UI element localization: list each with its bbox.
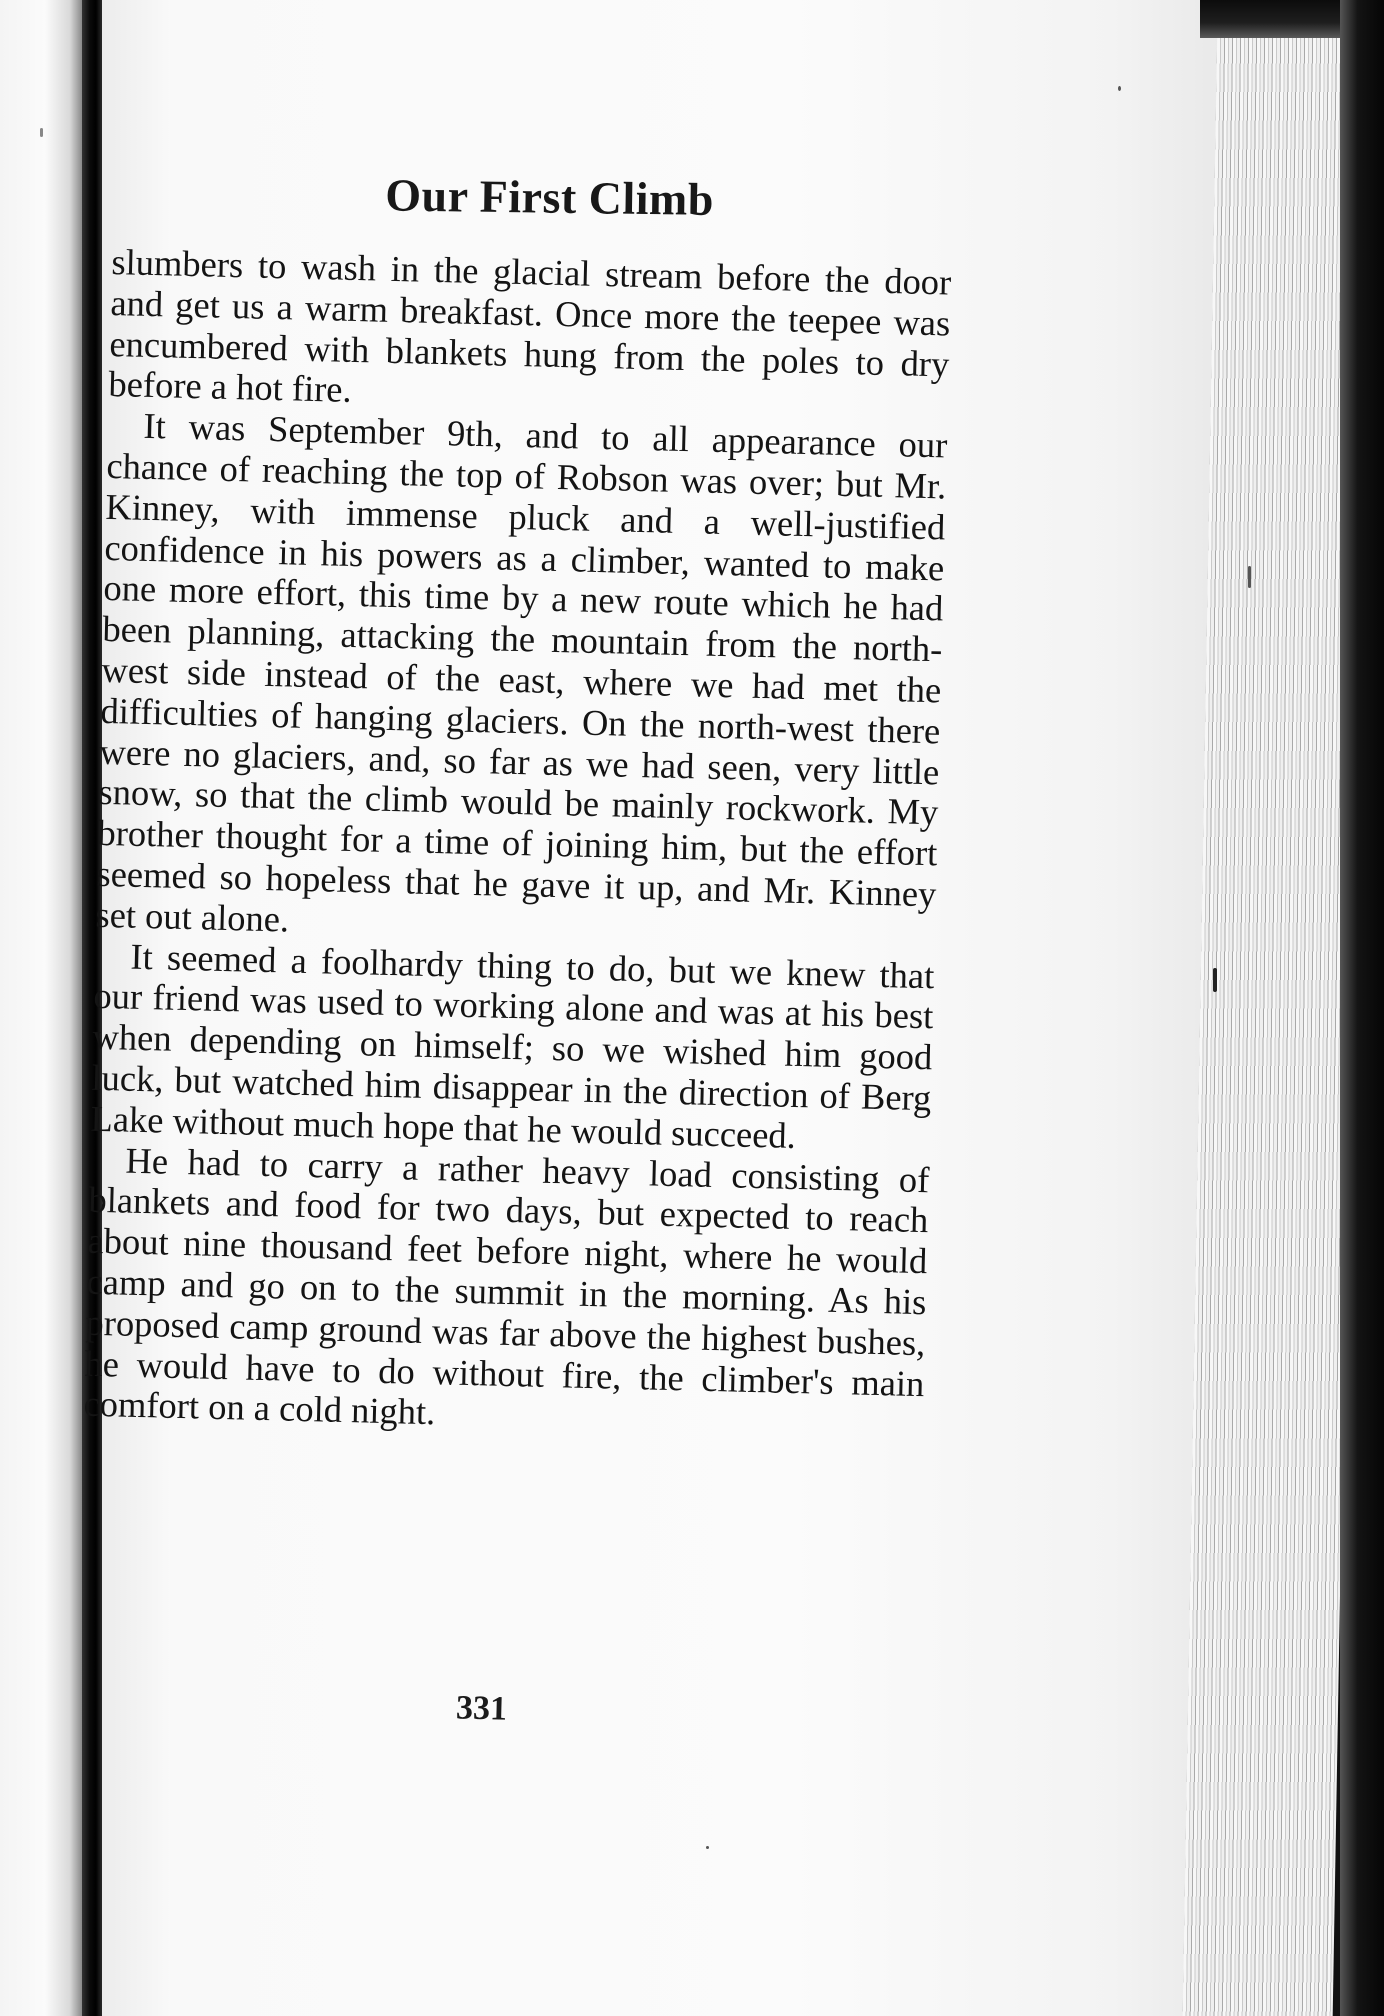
paragraph: It was September 9th, and to all appearance our chance of reaching the top of Robson was over; but Mr. Kinney, with immense pluck and a well-justified confidence in his powers as a climber, wanted to make one more effort, this time by a new route which he had been planning, attacking the mountain from the north-west side instead of the east, where we had met the difficulties of hanging glaciers. On the north-west there were no glaciers, and, so far as we had seen, very little snow, so that the climb would be mainly rockwork. My brother thought for a time of joining him, but the effort seemed so hopeless that he gave it up, and Mr. Kinney set out alone. xyxy=(95,405,948,940)
paragraph: He had to carry a rather heavy load consisting of blankets and food for two days, but expected to reach about nine thousand feet before night, where he would camp and go on to the summit in the morning. As his proposed camp ground was far above the highest bushes, he would have to do without fire, the climber's main comfort on a cold night. xyxy=(83,1139,930,1433)
paper-speck xyxy=(1248,566,1251,588)
book-edge-shadow xyxy=(1340,0,1384,2016)
paper-speck xyxy=(40,128,43,137)
running-head: Our First Climb xyxy=(384,169,715,225)
facing-page-edge xyxy=(0,0,82,2016)
paper-speck xyxy=(706,1846,709,1849)
body-text xyxy=(83,242,952,1445)
paragraph: It seemed a foolhardy thing to do, but we knew that our friend was used to working alone and was at his best when depending on himself; so we wished him good luck, but watched him disappear in the direction of Berg Lake without much hope that he would succeed. xyxy=(90,935,935,1156)
page-number: 331 xyxy=(455,1689,508,1728)
paper-speck xyxy=(1118,86,1121,91)
paper-speck xyxy=(1213,968,1217,992)
paragraph: slumbers to wash in the glacial stream before the door and get us a warm breakfast. Once more the teepee was encumbered with blankets hung from the poles to dry before a hot fire. xyxy=(108,241,952,411)
